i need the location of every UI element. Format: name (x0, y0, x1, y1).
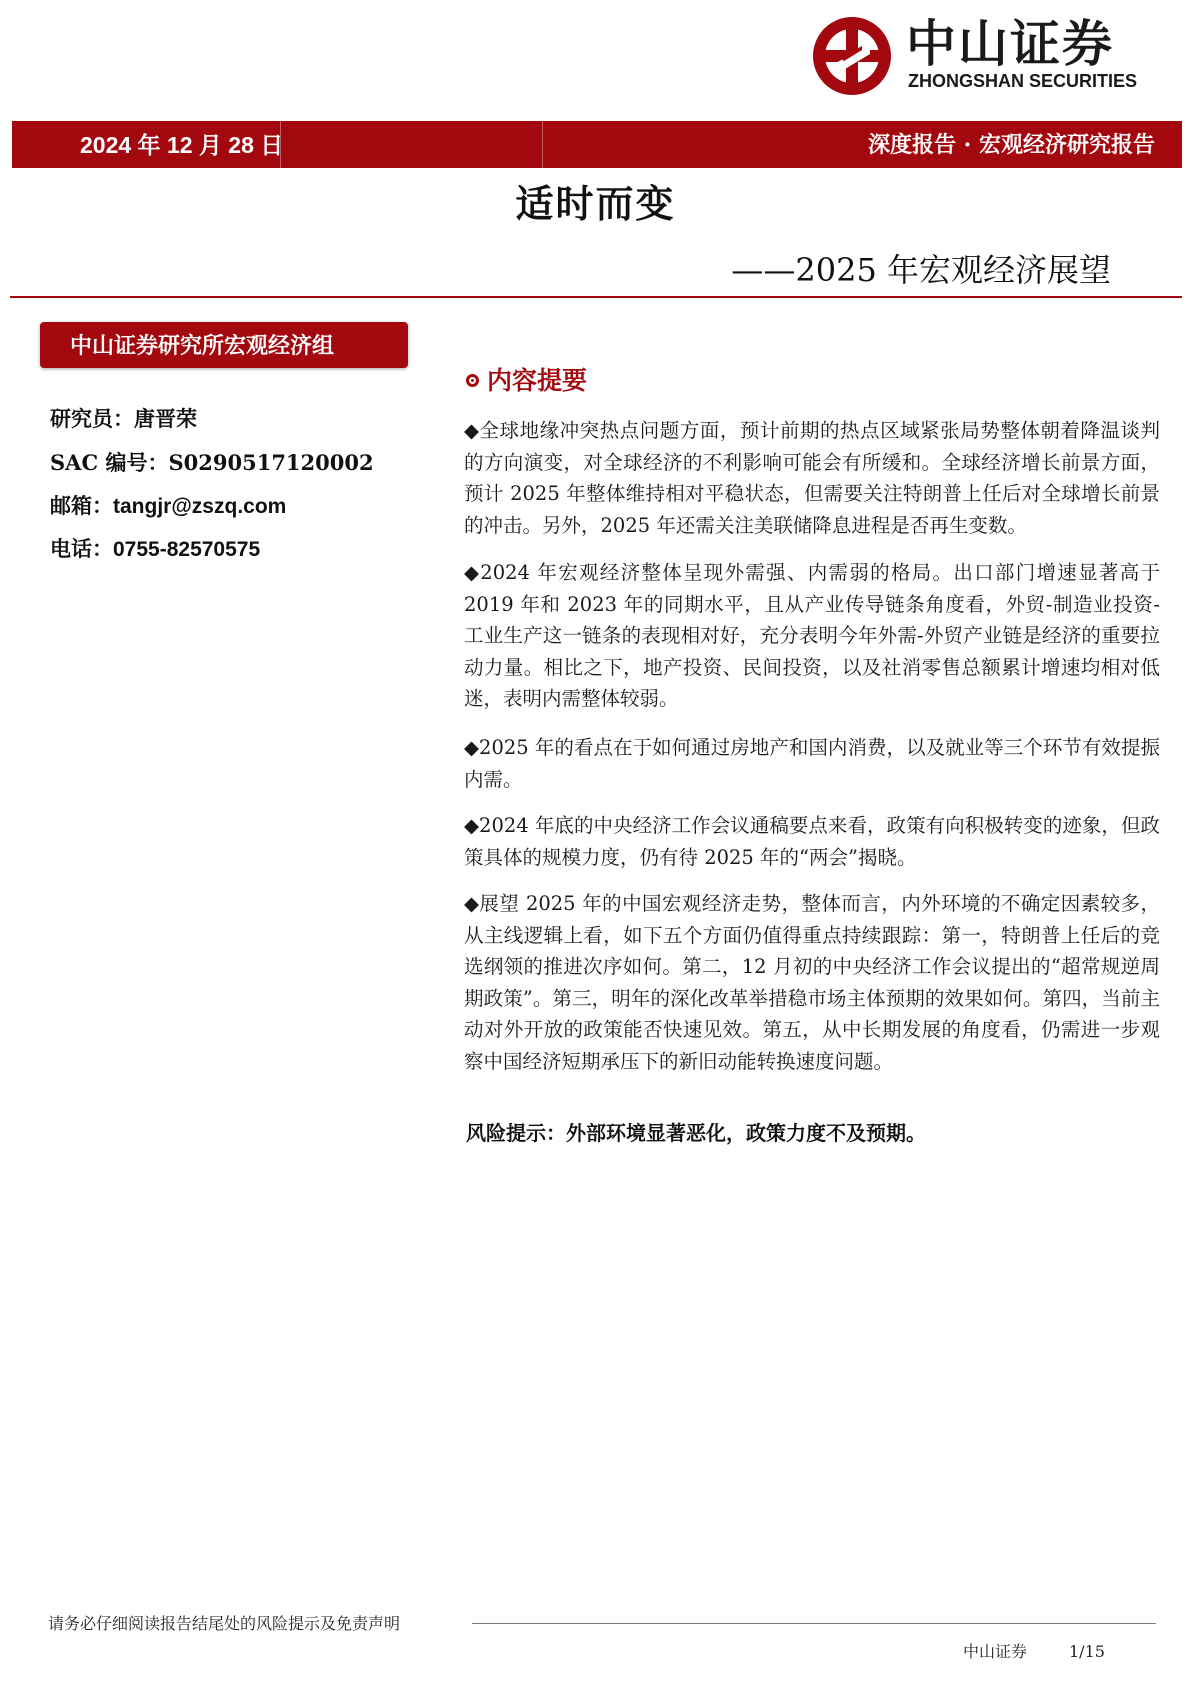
sac-row (50, 449, 374, 477)
sac-number: S0290517120002 (168, 450, 374, 475)
page-subtitle: ——2025 年宏观经济展望 (731, 251, 1111, 289)
logo-name-en: ZHONGSHAN SECURITIES (908, 71, 1138, 91)
summary-paragraph: ◆2024 年底的中央经济工作会议通稿要点来看，政策有向积极转变的迹象，但政策具体的规模力度，仍有待 2025 年的“两会”揭晓。 (464, 814, 1160, 869)
risk-warning: 风险提示：外部环境显著恶化，政策力度不及预期。 (466, 1121, 926, 1145)
email-row (50, 492, 286, 521)
footer-divider (472, 1623, 1156, 1624)
target-icon (466, 374, 479, 387)
summary-paragraph: ◆全球地缘冲突热点问题方面，预计前期的热点区域紧张局势整体朝着降温谈判的方向演变，对全球经济的不利影响可能会有所缓和。全球经济增长前景方面，预计 2025 年整体维持相对平稳状态，但需要关注特朗普上任后对全球增长前景的冲击。另外，2025 年还需关注美联储降息进程是否再生变数。 (464, 419, 1160, 537)
summary-paragraph: ◆2024 年宏观经济整体呈现外需强、内需弱的格局。出口部门增速显著高于 2019 年和 2023 年的同期水平，且从产业传导链条角度看，外贸-制造业投资-工业生产这一链条的表现相对好，充分表明今年外需-外贸产业链是经济的重要拉动力量。相比之下，地产投资、民间投资，以及社消零售总额累计增速均相对低迷，表明内需整体较弱。 (464, 561, 1160, 710)
footer-disclaimer: 请务必仔细阅读报告结尾处的风险提示及免责声明 (48, 1614, 401, 1633)
company-logo-icon (810, 14, 894, 98)
report-type: 深度报告 · 宏观经济研究报告 (868, 132, 1155, 158)
team-label: 中山证券研究所宏观经济组 (70, 333, 335, 359)
summary-paragraph: ◆展望 2025 年的中国宏观经济走势，整体而言，内外环境的不确定因素较多，从主线逻辑上看，如下五个方面仍值得重点持续跟踪：第一，特朗普上任后的竞选纲领的推进次序如何。第二，12 月初的中央经济工作会议提出的“超常规逆周期政策”。第三，明年的深化改革举措稳市场主体预期的效果如何。第四，当前主动对外开放的政策能否快速见效。第五，从中长期发展的角度看，仍需进一步观察中国经济短期承压下的新旧动能转换速度问题。 (464, 892, 1160, 1073)
analyst-name: 唐晋荣 (134, 406, 197, 431)
phone-row (50, 535, 260, 564)
phone-label: 电话： (50, 536, 113, 561)
analyst-row (50, 405, 197, 433)
report-date: 2024 年 12 月 28 日 (80, 132, 284, 158)
sac-label: SAC 编号： (50, 450, 169, 475)
email-link[interactable]: tangjr@zszq.com (113, 495, 287, 518)
page-number: 1/15 (1069, 1642, 1105, 1661)
summary-heading (466, 364, 587, 398)
summary-paragraph: ◆2025 年的看点在于如何通过房地产和国内消费，以及就业等三个环节有效提振内需。 (464, 736, 1160, 791)
summary-heading-text: 内容提要 (487, 366, 588, 395)
page-title: 适时而变 (515, 181, 676, 226)
logo-name-cn: 中山证券 (906, 15, 1114, 73)
footer-brand: 中山证券 (963, 1642, 1028, 1661)
title-divider (10, 296, 1182, 298)
phone-number: 0755-82570575 (113, 538, 261, 561)
analyst-label: 研究员： (50, 406, 134, 431)
email-label: 邮箱： (50, 493, 113, 518)
